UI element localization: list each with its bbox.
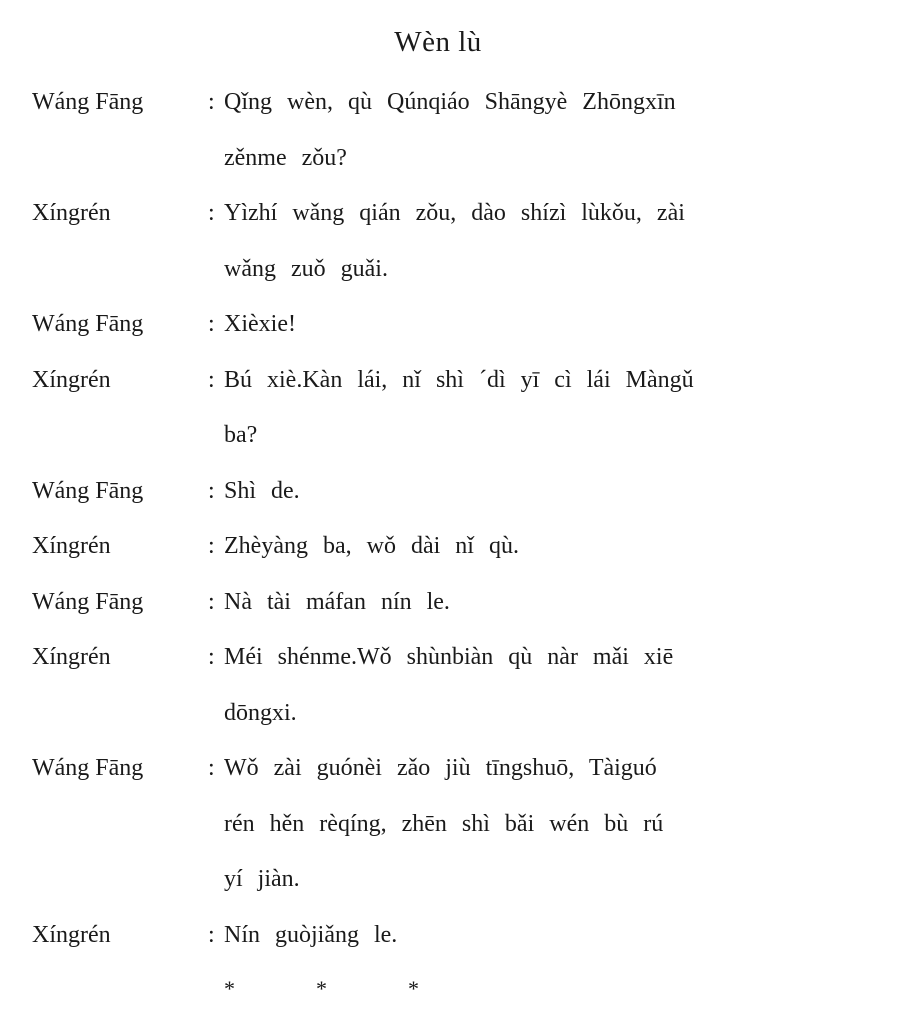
dialogue-turn	[32, 748, 852, 915]
speaker-colon: :	[208, 200, 215, 226]
speaker-colon: :	[208, 89, 215, 115]
speech-text	[224, 82, 852, 193]
speech-line: Méi shénme.Wǒ shùnbiàn qù nàr mǎi xiē	[224, 644, 674, 670]
speech-text	[224, 304, 852, 360]
speech-line: Nín guòjiǎng le.	[224, 921, 398, 948]
speech-text	[224, 526, 852, 582]
speaker-name: Xíngrén	[32, 921, 111, 948]
separator-star: *	[408, 976, 419, 1001]
section-separator	[224, 976, 500, 1002]
speaker-name: Xíngrén	[32, 366, 111, 393]
speech-line: Shì de.	[224, 477, 300, 504]
dialogue-turn	[32, 82, 852, 193]
speech-text	[224, 915, 852, 971]
speech-line: Wǒ zài guónèi zǎo jiù tīngshuō, Tàiguó	[224, 755, 657, 781]
speaker-name: Xíngrén	[32, 200, 111, 226]
speaker-colon: :	[208, 366, 215, 393]
speaker-name: Xíngrén	[32, 644, 111, 670]
speech-text	[224, 748, 852, 915]
page-title: Wèn lù	[394, 26, 482, 58]
speaker-colon: :	[208, 533, 215, 559]
speech-line: rén hěn rèqíng, zhēn shì bǎi wén bù rú	[224, 810, 664, 837]
speaker-name: Wáng Fāng	[32, 755, 144, 781]
speech-line: Zhèyàng ba, wǒ dài nǐ qù.	[224, 533, 519, 559]
speaker-colon: :	[208, 921, 215, 948]
speech-text	[224, 193, 852, 304]
speaker-name: Wáng Fāng	[32, 477, 144, 504]
speaker-name: Wáng Fāng	[32, 311, 144, 337]
dialogue-turn	[32, 193, 852, 304]
dialogue	[32, 82, 852, 970]
speech-text	[224, 471, 852, 527]
speaker-colon: :	[208, 755, 215, 781]
speech-line: Qǐng wèn, qù Qúnqiáo Shāngyè Zhōngxīn	[224, 89, 676, 115]
speech-line: Yìzhí wǎng qián zǒu, dào shízì lùkǒu, zài	[224, 200, 685, 226]
speaker-colon: :	[208, 588, 215, 615]
speech-line: dōngxi.	[224, 699, 297, 726]
dialogue-turn	[32, 637, 852, 748]
speaker-colon: :	[208, 311, 215, 337]
speaker-name: Wáng Fāng	[32, 588, 144, 615]
speaker-colon: :	[208, 644, 215, 670]
speaker-name: Xíngrén	[32, 533, 111, 559]
speech-line: Nà tài máfan nín le.	[224, 588, 450, 615]
dialogue-turn	[32, 915, 852, 971]
speech-line: wǎng zuǒ guǎi.	[224, 255, 388, 282]
dialogue-turn	[32, 526, 852, 582]
speech-line: ba?	[224, 422, 258, 448]
dialogue-turn	[32, 360, 852, 471]
separator-star: *	[316, 976, 327, 1001]
speaker-name: Wáng Fāng	[32, 89, 144, 115]
speech-line: yí jiàn.	[224, 866, 300, 892]
speech-text	[224, 637, 852, 748]
speech-text	[224, 582, 852, 638]
speech-line: Xièxie!	[224, 311, 296, 337]
speech-line: Bú xiè.Kàn lái, nǐ shì ´dì yī cì lái Màngǔ	[224, 366, 694, 393]
speaker-colon: :	[208, 477, 215, 504]
speech-text	[224, 360, 852, 471]
speech-line: zěnme zǒu?	[224, 144, 347, 171]
separator-star: *	[224, 976, 235, 1001]
dialogue-turn	[32, 471, 852, 527]
dialogue-turn	[32, 582, 852, 638]
dialogue-turn	[32, 304, 852, 360]
